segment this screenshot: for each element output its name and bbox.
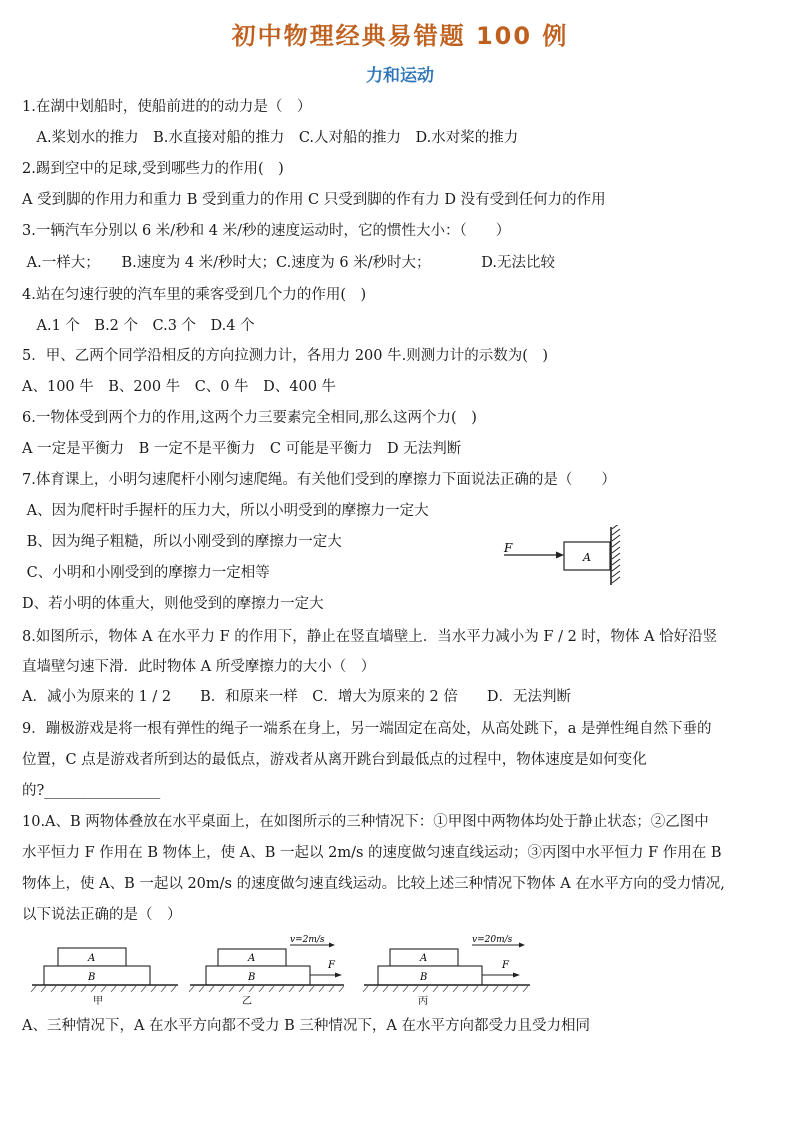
- velocity-label: v=20m/s: [472, 935, 513, 945]
- question-10-line4: 以下说法正确的是（ ）: [22, 907, 182, 923]
- velocity-arrowhead: [519, 943, 525, 948]
- question-8-stem-line1: 8.如图所示，物体 A 在水平力 F 的作用下，静止在竖直墙壁上．当水平力减小为 F / 2 时，物体 A 恰好沿竖: [22, 629, 718, 645]
- force-arrowhead: [513, 973, 520, 978]
- question-7-option-d: D、若小明的体重大，则他受到的摩擦力一定大: [22, 596, 324, 612]
- question-6-options: A 一定是平衡力 B 一定不是平衡力 C 可能是平衡力 D 无法判断: [22, 441, 462, 457]
- force-label: F: [328, 960, 335, 971]
- question-10-line2: 水平恒力 F 作用在 B 物体上，使 A、B 一起以 2m/s 的速度做匀速直线运动；③丙图中水平恒力 F 作用在 B: [22, 845, 722, 861]
- question-8-options: A．减小为原来的 1 / 2 B．和原来一样 C．增大为原来的 2 倍 D．无法判断: [22, 689, 571, 705]
- velocity-arrowhead: [329, 943, 335, 948]
- question-2-stem: 2.踢到空中的足球,受到哪些力的作用( ): [22, 161, 284, 177]
- force-arrowhead: [335, 973, 342, 978]
- block-b: [378, 966, 482, 985]
- question-5-stem: 5．甲、乙两个同学沿相反的方向拉测力计，各用力 200 牛.则测力计的示数为( ): [22, 348, 549, 364]
- document-title: 初中物理经典易错题 100 例: [231, 22, 569, 50]
- question-9-line3: 的?________________: [22, 783, 161, 799]
- block-b-label: B: [248, 972, 256, 983]
- question-7-option-b: B、因为绳子粗糙，所以小刚受到的摩擦力一定大: [22, 534, 342, 550]
- figure-caption: 丙: [418, 996, 428, 1007]
- force-label: F: [502, 960, 509, 971]
- block-b: [44, 966, 150, 985]
- question-10-line1: 10.A、B 两物体叠放在水平桌面上，在如图所示的三种情况下：①甲图中两物体均处于静止状态；②乙图中: [22, 814, 709, 830]
- question-8-figure: [496, 525, 630, 587]
- question-1-stem: 1.在湖中划船时，使船前进的的动力是（ ）: [22, 99, 312, 115]
- wall-hatching: [612, 525, 620, 583]
- question-9-line1: 9．蹦极游戏是将一根有弹性的绳子一端系在身上，另一端固定在高处，从高处跳下，a 是弹性绳自然下垂的: [22, 721, 712, 737]
- question-10-figure-yi: [186, 932, 346, 1008]
- question-3-stem: 3.一辆汽车分别以 6 米/秒和 4 米/秒的速度运动时，它的惯性大小：（ ）: [22, 223, 511, 239]
- block-a-label: A: [583, 551, 591, 564]
- velocity-label: v=2m/s: [290, 935, 325, 945]
- question-7-option-c: C、小明和小刚受到的摩擦力一定相等: [22, 565, 270, 581]
- question-10-options: A、三种情况下，A 在水平方向都不受力 B 三种情况下，A 在水平方向都受力且受力相同: [22, 1018, 591, 1034]
- question-6-stem: 6.一物体受到两个力的作用,这两个力三要素完全相同,那么这两个力( ): [22, 410, 477, 426]
- question-1-options: A.桨划水的推力 B.水直接对船的推力 C.人对船的推力 D.水对桨的推力: [22, 130, 519, 146]
- block-a-label: A: [88, 953, 96, 964]
- figure-caption: 甲: [93, 996, 103, 1007]
- question-8-stem-line2: 直墙壁匀速下滑．此时物体 A 所受摩擦力的大小（ ）: [22, 659, 376, 675]
- question-10-figure-bing: [360, 932, 535, 1008]
- question-4-options: A.1 个 B.2 个 C.3 个 D.4 个: [22, 318, 255, 334]
- block-b: [206, 966, 310, 985]
- figure-caption: 乙: [242, 996, 252, 1007]
- force-arrowhead: [556, 552, 564, 559]
- question-5-options: A、100 牛 B、200 牛 C、0 牛 D、400 牛: [22, 379, 337, 395]
- force-label: F: [504, 541, 513, 555]
- question-10-figure-jia: [30, 938, 180, 1008]
- section-title: 力和运动: [366, 66, 434, 86]
- question-10-line3: 物体上，使 A、B 一起以 20m/s 的速度做匀速直线运动。比较上述三种情况下物体 A 在水平方向的受力情况,: [22, 876, 725, 892]
- block-a-label: A: [248, 953, 256, 964]
- question-4-stem: 4.站在匀速行驶的汽车里的乘客受到几个力的作用( ): [22, 287, 367, 303]
- question-7-option-a: A、因为爬杆时手握杆的压力大，所以小明受到的摩擦力一定大: [22, 503, 429, 519]
- block-b-label: B: [88, 972, 96, 983]
- question-9-line2: 位置，C 点是游戏者所到达的最低点，游戏者从离开跳台到最低点的过程中，物体速度是如何变化: [22, 752, 647, 768]
- block-b-label: B: [420, 972, 428, 983]
- surface-hatching: [189, 986, 344, 992]
- question-7-stem: 7.体育课上，小明匀速爬杆小刚匀速爬绳。有关他们受到的摩擦力下面说法正确的是（ ）: [22, 472, 616, 488]
- block-a-label: A: [420, 953, 428, 964]
- question-2-options: A 受到脚的作用力和重力 B 受到重力的作用 C 只受到脚的作有力 D 没有受到任何力的作用: [22, 192, 606, 208]
- question-3-options: A.一样大； B.速度为 4 米/秒时大；C.速度为 6 米/秒时大； D.无法比较: [22, 255, 556, 271]
- surface-hatching: [31, 986, 176, 992]
- surface-hatching: [363, 986, 528, 992]
